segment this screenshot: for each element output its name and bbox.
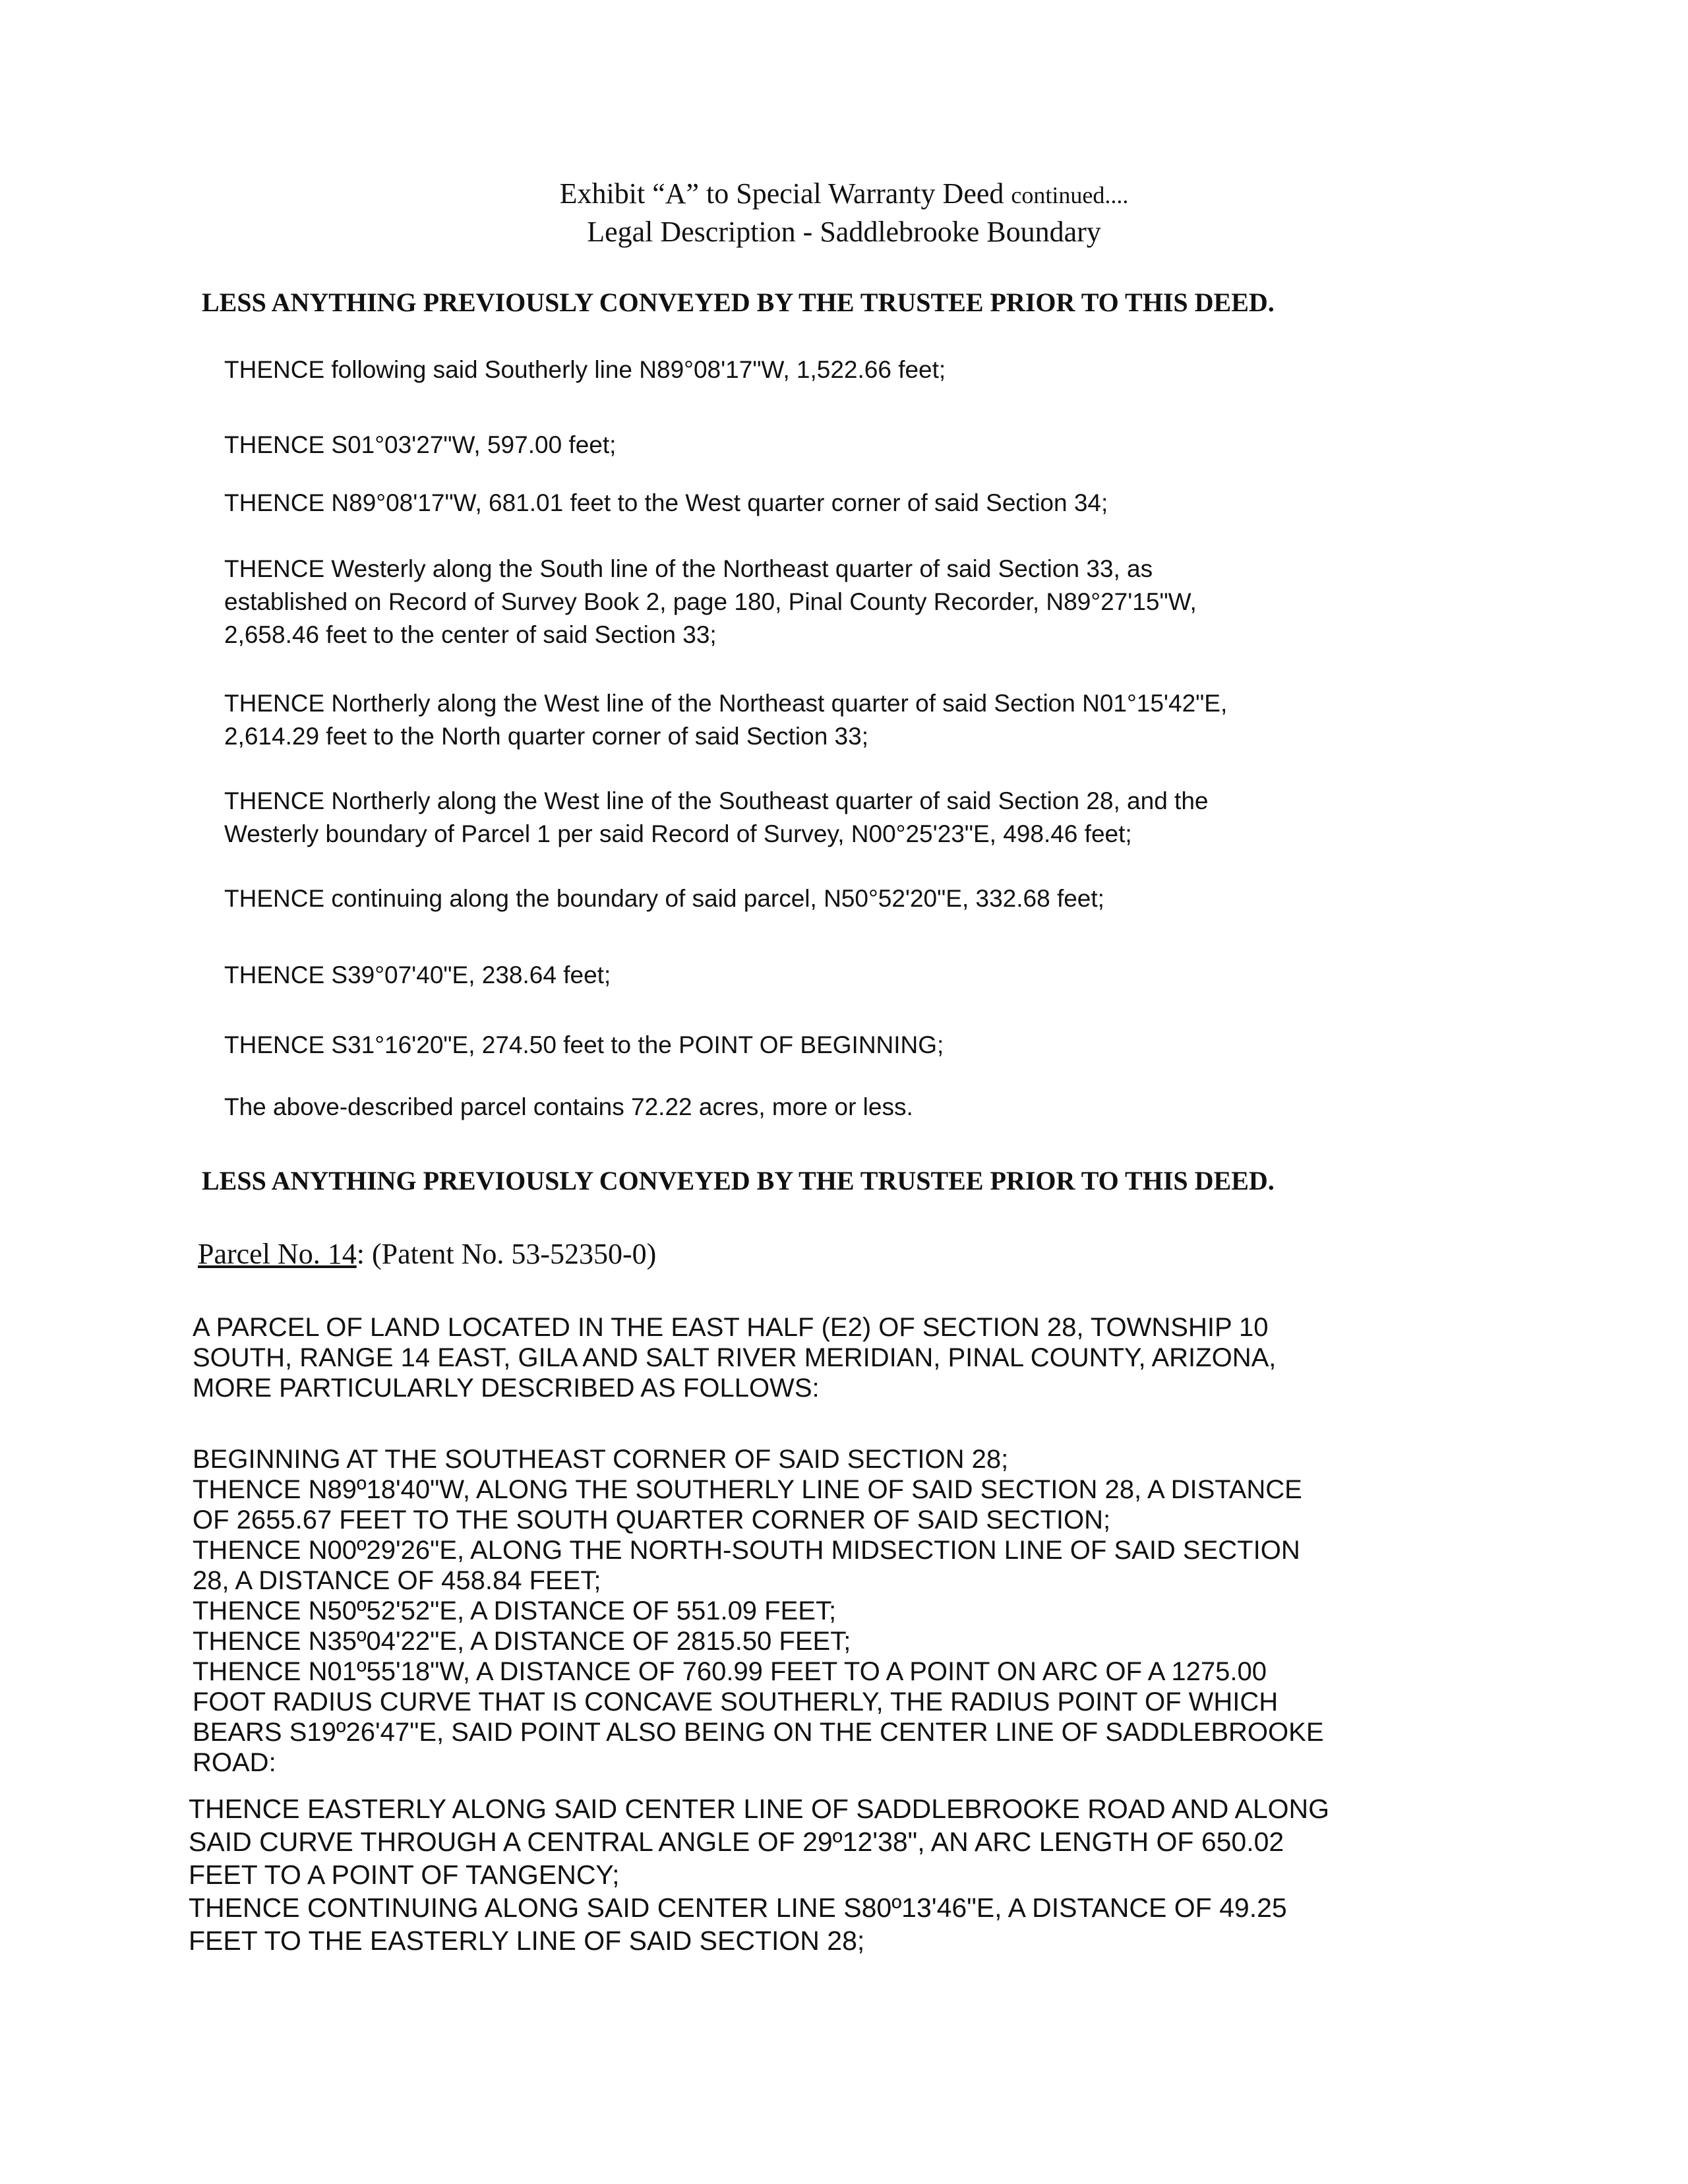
exhibit-title: [0, 175, 1688, 214]
course-7: THENCE continuing along the boundary of said parcel, N50°52'20"E, 332.68 feet;: [224, 885, 1104, 912]
parcel-courses-b: THENCE EASTERLY ALONG SAID CENTER LINE OF SADDLEBROOKE ROAD AND ALONG SAID CURVE THROUGH A CENTRAL ANGLE OF 29º12'38", AN ARC LENGTH OF 650.02 FEET TO A POINT OF TANGENCY; THENCE CONTINUING ALONG SAID CENTER LINE S80º13'46"E, A DISTANCE OF 49.25 FEET TO THE EASTERLY LINE OF SAID SECTION 28;: [189, 1794, 1330, 1956]
course-4: THENCE Westerly along the South line of the Northeast quarter of said Section 33, as established on Record of Survey Book 2, page 180, Pinal County Recorder, N89°27'15"W, 2,658.46 feet to the center of said Section 33;: [224, 555, 1197, 648]
course-6: THENCE Northerly along the West line of the Southeast quarter of said Section 28, and the Westerly boundary of Parcel 1 per said Record of Survey, N00°25'23"E, 498.46 feet;: [224, 787, 1209, 847]
exhibit-title-main: Exhibit “A” to Special Warranty Deed: [559, 177, 1004, 210]
parcel-intro: A PARCEL OF LAND LOCATED IN THE EAST HALF (E2) OF SECTION 28, TOWNSHIP 10 SOUTH, RANGE 14 EAST, GILA AND SALT RIVER MERIDIAN, PINAL COUNTY, ARIZONA, MORE PARTICULARLY DESCRIBED AS FOLLOWS:: [193, 1313, 1277, 1403]
course-2: THENCE S01°03'27"W, 597.00 feet;: [224, 431, 617, 458]
course-8: THENCE S39°07'40"E, 238.64 feet;: [224, 961, 611, 988]
parcel-heading: [198, 1236, 656, 1273]
course-3: THENCE N89°08'17"W, 681.01 feet to the West quarter corner of said Section 34;: [224, 489, 1108, 516]
less-notice-bottom: LESS ANYTHING PREVIOUSLY CONVEYED BY THE TRUSTEE PRIOR TO THIS DEED.: [202, 1166, 1275, 1196]
course-5: THENCE Northerly along the West line of the Northeast quarter of said Section N01°15'42"E, 2,614.29 feet to the North quarter corner of said Section 33;: [224, 690, 1228, 750]
parcel-courses-a: BEGINNING AT THE SOUTHEAST CORNER OF SAID SECTION 28; THENCE N89º18'40"W, ALONG THE SOUTHERLY LINE OF SAID SECTION 28, A DISTANCE OF 2655.67 FEET TO THE SOUTH QUARTER CORNER OF SAID SECTION; THENCE N00º29'26"E, ALONG THE NORTH-SOUTH MIDSECTION LINE OF SAID SECTION 28, A DISTANCE OF 458.84 FEET; THENCE N50º52'52"E, A DISTANCE OF 551.09 FEET; THENCE N35º04'22"E, A DISTANCE OF 2815.50 FEET; THENCE N01º55'18"W, A DISTANCE OF 760.99 FEET TO A POINT ON ARC OF A 1275.00 FOOT RADIUS CURVE THAT IS CONCAVE SOUTHERLY, THE RADIUS POINT OF WHICH BEARS S19º26'47"E, SAID POINT ALSO BEING ON THE CENTER LINE OF SADDLEBROOKE ROAD:: [193, 1445, 1324, 1777]
course-9: THENCE S31°16'20"E, 274.50 feet to the POINT OF BEGINNING;: [224, 1031, 944, 1058]
exhibit-title-continued: continued....: [1011, 182, 1129, 208]
exhibit-subtitle: Legal Description - Saddlebrooke Boundary: [587, 216, 1101, 248]
course-1: THENCE following said Southerly line N89°08'17"W, 1,522.66 feet;: [224, 356, 946, 383]
parcel-label: Parcel No. 14: [198, 1238, 357, 1270]
parcel-acreage: The above-described parcel contains 72.22 acres, more or less.: [224, 1093, 913, 1120]
less-notice-top: LESS ANYTHING PREVIOUSLY CONVEYED BY THE TRUSTEE PRIOR TO THIS DEED.: [202, 288, 1275, 317]
parcel-patent: : (Patent No. 53-52350-0): [356, 1238, 657, 1270]
